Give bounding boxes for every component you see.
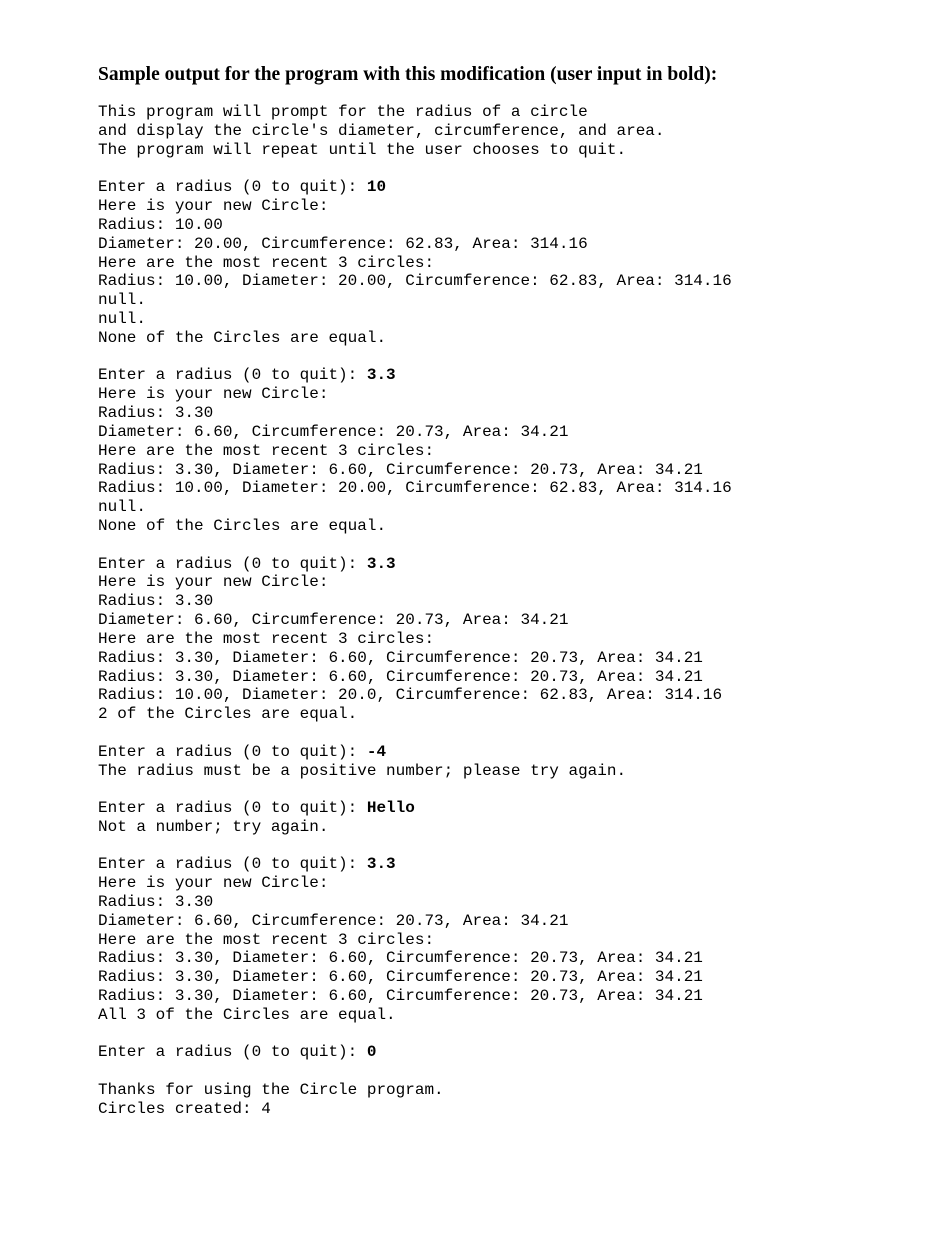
output-line: Here is your new Circle: <box>98 874 329 893</box>
output-line: The radius must be a positive number; please try again. <box>98 761 627 780</box>
session-block <box>98 1043 918 1062</box>
session-block <box>98 366 918 536</box>
output-line: Radius: 10.00, Diameter: 20.00, Circumference: 62.83, Area: 314.16 <box>98 479 732 498</box>
output-line: Radius: 3.30, Diameter: 6.60, Circumference: 20.73, Area: 34.21 <box>98 987 703 1006</box>
prompt-text: Enter a radius (0 to quit): <box>98 1043 367 1062</box>
prompt-text: Enter a radius (0 to quit): <box>98 855 367 874</box>
prompt-text: Enter a radius (0 to quit): <box>98 742 367 761</box>
output-line: Radius: 3.30, Diameter: 6.60, Circumference: 20.73, Area: 34.21 <box>98 648 703 667</box>
user-input: Hello <box>366 798 415 817</box>
output-line: Here are the most recent 3 circles: <box>98 930 435 949</box>
output-line: All 3 of the Circles are equal. <box>98 1006 396 1024</box>
closing-line: Circles created: 4 <box>98 1099 271 1118</box>
prompt-text: Enter a radius (0 to quit): <box>98 798 367 817</box>
output-line: Radius: 3.30 <box>98 592 214 611</box>
output-line: Diameter: 6.60, Circumference: 20.73, Area: 34.21 <box>98 911 569 930</box>
prompt-line <box>98 799 918 818</box>
output-line: Diameter: 20.00, Circumference: 62.83, Area: 314.16 <box>98 234 588 253</box>
output-line: Radius: 3.30, Diameter: 6.60, Circumference: 20.73, Area: 34.21 <box>98 460 703 479</box>
output-line: Diameter: 6.60, Circumference: 20.73, Area: 34.21 <box>98 611 569 630</box>
output-line: Radius: 3.30, Diameter: 6.60, Circumference: 20.73, Area: 34.21 <box>98 968 703 987</box>
prompt-line <box>98 178 918 197</box>
output-line: Here is your new Circle: <box>98 385 329 404</box>
output-line: None of the Circles are equal. <box>98 328 387 347</box>
prompt-line <box>98 743 918 762</box>
intro-line: and display the circle's diameter, circumference, and area. <box>98 121 665 140</box>
output-line: Here are the most recent 3 circles: <box>98 253 435 272</box>
output-line: null. <box>98 310 147 329</box>
output-line: Not a number; try again. <box>98 817 329 836</box>
output-line: Radius: 3.30 <box>98 404 214 422</box>
output-line: null. <box>98 291 147 310</box>
output-line: Here are the most recent 3 circles: <box>98 441 435 460</box>
user-input: 3.3 <box>366 855 396 874</box>
user-input: 10 <box>366 178 387 197</box>
prompt-line <box>98 1043 918 1062</box>
session-block <box>98 799 918 837</box>
prompt-text: Enter a radius (0 to quit): <box>98 554 367 573</box>
closing-line: Thanks for using the Circle program. <box>98 1080 444 1099</box>
session-block <box>98 743 918 781</box>
user-input: -4 <box>366 742 387 761</box>
prompt-line <box>98 366 918 385</box>
console-output <box>98 103 918 1119</box>
intro-line: This program will prompt for the radius of a circle <box>98 103 588 121</box>
output-line: Radius: 3.30, Diameter: 6.60, Circumference: 20.73, Area: 34.21 <box>98 949 703 968</box>
output-line: Radius: 3.30 <box>98 892 214 911</box>
prompt-text: Enter a radius (0 to quit): <box>98 178 367 197</box>
user-input: 3.3 <box>366 554 396 573</box>
prompt-text: Enter a radius (0 to quit): <box>98 366 367 385</box>
user-input: 0 <box>366 1043 377 1062</box>
user-input: 3.3 <box>366 366 396 385</box>
output-line: Radius: 3.30, Diameter: 6.60, Circumference: 20.73, Area: 34.21 <box>98 667 703 686</box>
session-block <box>98 855 918 1025</box>
output-line: Radius: 10.00, Diameter: 20.00, Circumference: 62.83, Area: 314.16 <box>98 272 732 291</box>
output-line: Here is your new Circle: <box>98 196 329 215</box>
sample-output-heading: Sample output for the program with this modification (user input in bold): <box>98 64 718 85</box>
intro-line: The program will repeat until the user chooses to quit. <box>98 140 627 159</box>
intro-block <box>98 103 918 160</box>
prompt-line <box>98 855 918 874</box>
output-line: None of the Circles are equal. <box>98 517 387 536</box>
output-line: Diameter: 6.60, Circumference: 20.73, Area: 34.21 <box>98 422 569 441</box>
document-page <box>98 62 918 1137</box>
output-line: null. <box>98 498 147 517</box>
output-line: Radius: 10.00, Diameter: 20.0, Circumference: 62.83, Area: 314.16 <box>98 686 723 705</box>
closing-block <box>98 1081 918 1119</box>
prompt-line <box>98 555 918 574</box>
output-line: 2 of the Circles are equal. <box>98 705 358 724</box>
output-line: Here is your new Circle: <box>98 573 329 592</box>
session-block <box>98 555 918 725</box>
output-line: Radius: 10.00 <box>98 215 223 234</box>
output-line: Here are the most recent 3 circles: <box>98 629 435 648</box>
session-block <box>98 178 918 348</box>
